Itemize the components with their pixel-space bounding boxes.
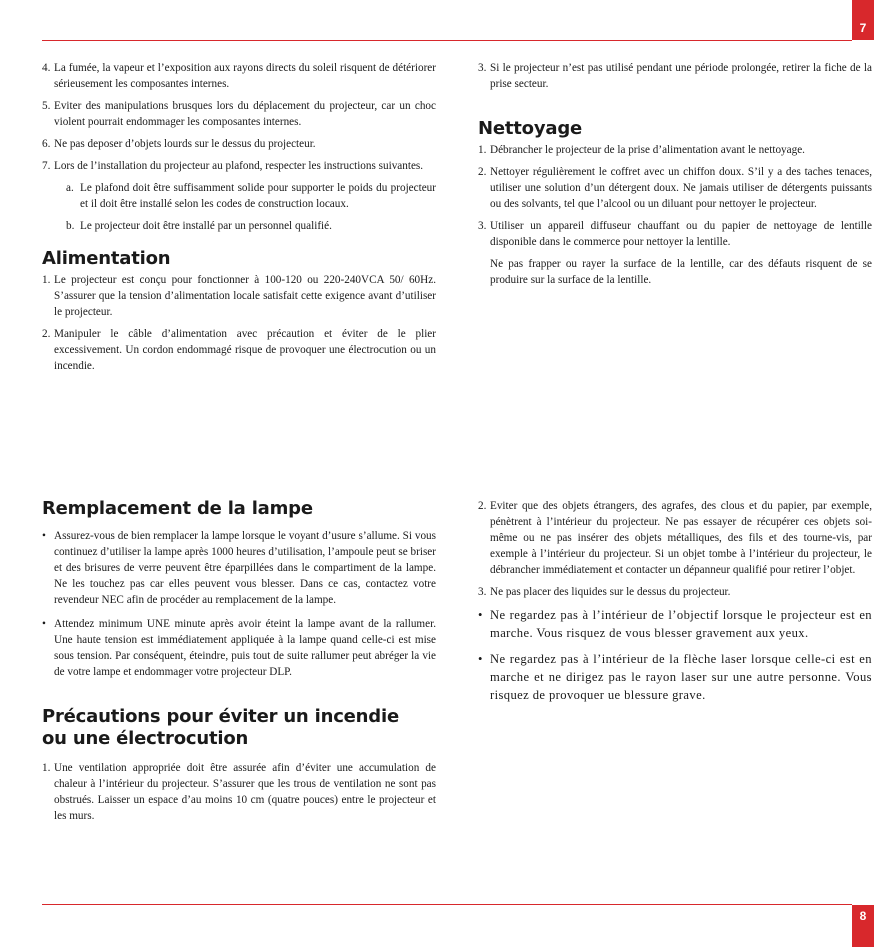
alimentation-list (42, 272, 436, 374)
list-item: 7. Lors de l’installation du projecteur au plafond, respecter les instructions suivantes. (42, 160, 424, 172)
header-rule (42, 40, 852, 41)
list-item: 3. Utiliser un appareil diffuseur chauffant ou du papier de nettoyage de lentille disponible dans le commerce pour nettoyer la lentille. (478, 220, 872, 248)
list-item: 2. Nettoyer régulièrement le coffret avec un chiffon doux. S’il y a des taches tenaces, utiliser une solution d’un détergent doux. Ne jamais utiliser de détergents puissants ou des solvants, tel que l’alcool ou un diluant pour nettoyer le projecteur. (478, 166, 872, 210)
incendie-list (42, 760, 436, 824)
warning-list (478, 606, 872, 704)
footer-rule (42, 904, 852, 905)
nettoyage-list (478, 142, 872, 250)
incendie-list-continued (478, 498, 872, 600)
bottom-right-column (478, 498, 872, 712)
safety-list-item-3 (478, 60, 872, 92)
top-right-column (478, 60, 872, 288)
section-title-incendie: Précautions pour éviter un incendie ou une électrocution (42, 706, 399, 749)
list-item: • Attendez minimum UNE minute après avoir éteint la lampe avant de la rallumer. Une haute tension est immédiatement appliquée à la lampe quand celle-ci est mise sous tension. Par conséquent, éteindre, puis tout de suite rallumer peut abréger la vie de votre lampe et endommager votre projecteur DLP. (42, 618, 436, 678)
section-title-lampe: Remplacement de la lampe (42, 498, 313, 519)
lampe-list (42, 528, 436, 680)
list-item: • Ne regardez pas à l’intérieur de l’objectif lorsque le projecteur est en marche. Vous risquez de vous blesser gravement aux yeux. (478, 608, 872, 640)
list-item: 1. Débrancher le projecteur de la prise d’alimentation avant le nettoyage. (478, 144, 805, 156)
list-item: 2. Eviter que des objets étrangers, des agrafes, des clous et du papier, par exemple, pénètrent à l’intérieur du projecteur. Ne pas essayer de récupérer ces objets soi-même ou ne pas insérer des objets métalliques, des fils et des tourne-vis, par exemple à l’intérieur du projecteur. Si un objet tombe à l’intérieur du projecteur, le débrancher immédiatement et contacter un dépanneur qualifié pour retirer l’objet. (478, 500, 872, 576)
bottom-left-column (42, 498, 436, 830)
page-number-bottom: 8 (859, 909, 867, 923)
list-item: • Assurez-vous de bien remplacer la lampe lorsque le voyant d’usure s’allume. Si vous continuez d’utiliser la lampe après 1000 heures d’utilisation, l’ampoule peut se briser et des brisures de verre peuvent être éparpillées dans le compartiment de la lampe. Ne les touchez pas car elles peuvent vous blesser. Dans ce cas, contactez votre revendeur NEC afin de procéder au remplacement de la lampe. (42, 530, 436, 606)
list-item: 1. Une ventilation appropriée doit être assurée afin d’éviter une accumulation de chaleur à l’intérieur du projecteur. S’assurer que les trous de ventilation ne sont pas obstrués. Laisser un espace d’au moins 10 cm (quatre pouces) entre le projecteur et les murs. (42, 762, 436, 822)
page-number-top: 7 (859, 21, 867, 35)
page-number-tab-top (852, 0, 874, 40)
section-title-alimentation: Alimentation (42, 248, 171, 269)
list-item: 5. Eviter des manipulations brusques lors du déplacement du projecteur, car un choc violent pourrait endommager les composantes internes. (42, 100, 436, 128)
list-item: • Ne regardez pas à l’intérieur de la flèche laser lorsque celle-ci est en marche et ne dirigez pas le rayon laser sur une autre personne. Vous risquez de provoquer ue blessure grave. (478, 652, 872, 702)
list-item: 4. La fumée, la vapeur et l’exposition aux rayons directs du soleil risquent de détériorer sérieusement les composantes internes. (42, 62, 436, 90)
list-item: 6. Ne pas deposer d’objets lourds sur le dessus du projecteur. (42, 138, 316, 150)
section-title-nettoyage: Nettoyage (478, 118, 583, 139)
list-item: 3. Ne pas placer des liquides sur le dessus du projecteur. (478, 586, 731, 598)
list-item: 1. Le projecteur est conçu pour fonctionner à 100-120 ou 220-240VCA 50/ 60Hz. S’assurer que la tension d’alimentation locale satisfait cette exigence avant d’utiliser le projecteur. (42, 274, 436, 318)
safety-list-continued (42, 60, 436, 234)
sub-list-item: b. Le projecteur doit être installé par un personnel qualifié. (66, 220, 332, 232)
lens-note: Ne pas frapper ou rayer la surface de la lentille, car des défauts risquent de se produire sur la surface de la lentille. (490, 258, 872, 286)
top-left-column (42, 60, 436, 380)
sub-list-item: a. Le plafond doit être suffisamment solide pour supporter le poids du projecteur et il doit être installé selon les codes de construction locaux. (66, 182, 436, 210)
list-item: 2. Manipuler le câble d’alimentation avec précaution et éviter de le plier excessivement. Un cordon endommagé risque de provoquer une électrocution ou un incendie. (42, 328, 436, 372)
list-item: 3. Si le projecteur n’est pas utilisé pendant une période prolongée, retirer la fiche de la prise secteur. (478, 62, 872, 90)
page-number-tab-bottom (852, 905, 874, 947)
